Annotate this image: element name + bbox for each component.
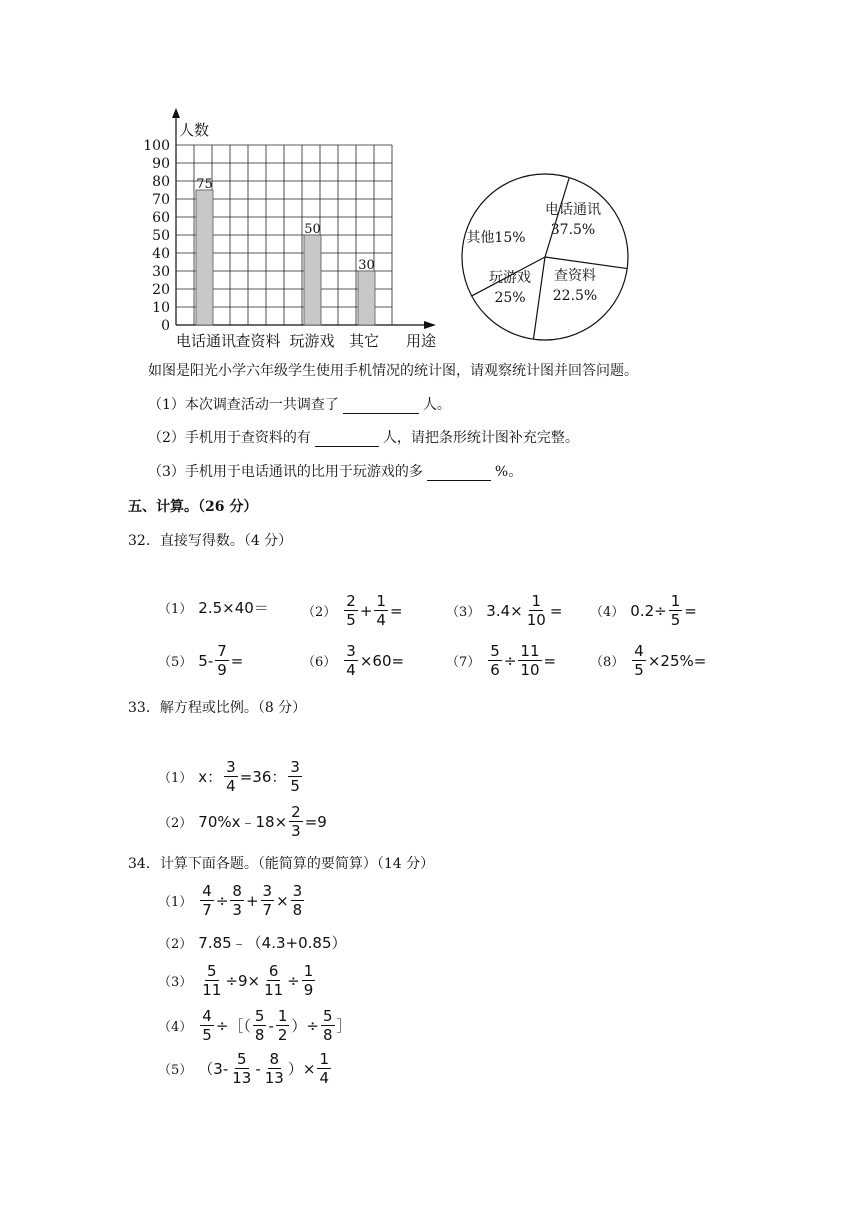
q31-part2	[148, 427, 579, 447]
pie-slice-label: 查资料	[554, 268, 596, 284]
bar	[358, 271, 375, 325]
bar-value-label: 50	[304, 222, 321, 237]
q31-part3	[148, 461, 522, 481]
pie-slice-label: 电话通讯	[545, 202, 601, 218]
bar-chart-bars	[196, 190, 375, 325]
q31-part1	[148, 394, 451, 414]
pie-slice-percent: 37.5%	[550, 222, 596, 238]
y-tick-label: 40	[152, 246, 170, 262]
y-axis-arrow	[172, 108, 180, 118]
q34-calc-4: （4） $\frac{4}{5}$ ÷［（ $\frac{5}{8}$ - $\frac{1}{2}$ ）÷ $\frac{5}{8}$ ］	[158, 1007, 352, 1044]
q33-equation-2: （2） 70%x﹣18× $\frac{2}{3}$ =9	[158, 803, 327, 840]
pie-slice-percent: 22.5%	[552, 288, 598, 304]
q31-part3-blank[interactable]	[427, 466, 491, 481]
y-tick-label: 100	[143, 138, 170, 154]
q32-item-7: （7） $\frac{5}{6}$ ÷ $\frac{11}{10}$ =	[446, 642, 557, 679]
y-tick-label: 50	[152, 228, 170, 244]
y-tick-label: 10	[152, 300, 170, 316]
q32-item-6: （6） $\frac{3}{4}$ ×60=	[302, 642, 405, 679]
q32-item-5: （5） 5- $\frac{7}{9}$ =	[158, 642, 244, 679]
q31-part1-unit: 人。	[422, 397, 451, 413]
y-tick-label: 30	[152, 264, 170, 280]
x-axis-arrow	[424, 321, 436, 329]
y-tick-label: 80	[152, 174, 170, 190]
x-category-label: 其它	[348, 332, 380, 350]
pie-slice-percent: 25%	[494, 290, 526, 306]
q31-part1-blank[interactable]	[343, 399, 419, 414]
q31-part3-unit: %。	[494, 464, 523, 480]
q32-item-8: （8） $\frac{4}{5}$ ×25%=	[590, 642, 707, 679]
y-tick-label: 90	[152, 156, 170, 172]
y-tick-label: 20	[152, 282, 170, 298]
pie-slice-label: 其他15%	[466, 230, 526, 246]
bar-chart	[130, 100, 450, 350]
bar-value-label: 30	[358, 258, 375, 273]
bar	[196, 190, 213, 325]
q32-item-3: （3） 3.4× $\frac{1}{10}$ =	[446, 592, 563, 629]
x-category-label: 查资料	[235, 332, 281, 350]
y-tick-label: 60	[152, 210, 170, 226]
y-tick-label: 70	[152, 192, 170, 208]
q31-part2-rest: 人，请把条形统计图补充完整。	[382, 430, 579, 446]
q32-item-4: （4） 0.2÷ $\frac{1}{5}$ =	[590, 592, 697, 629]
q31-part2-blank[interactable]	[315, 432, 379, 447]
y-tick-label: 0	[161, 318, 170, 334]
bar	[304, 235, 321, 325]
q32-title: 32．直接写得数。（4 分）	[128, 533, 293, 549]
x-category-label: 玩游戏	[289, 332, 335, 350]
x-category-label: 电话通讯	[175, 332, 237, 350]
bar-value-label: 75	[196, 177, 213, 192]
pie-chart	[455, 170, 635, 350]
q33-title: 33．解方程或比例。（8 分）	[128, 700, 307, 716]
q34-title: 34．计算下面各题。（能简算的要简算）（14 分）	[128, 856, 435, 872]
q34-calc-3: （3） $\frac{5}{11}$ ÷9× $\frac{6}{11}$ ÷ $\frac{1}{9}$	[158, 962, 314, 999]
q31-part2-text: （2）手机用于查资料的有	[148, 430, 311, 446]
pie-chart-slices	[462, 174, 628, 340]
q34-calc-1: （1） $\frac{4}{7}$ ÷ $\frac{8}{3}$ + $\frac{3}{7}$ × $\frac{3}{8}$	[158, 882, 303, 919]
section-title: 五、计算。（26 分）	[128, 499, 258, 515]
q31-intro: 如图是阳光小学六年级学生使用手机情况的统计图，请观察统计图并回答问题。	[148, 363, 638, 379]
q31-part1-text: （1）本次调查活动一共调查了	[148, 397, 339, 413]
q34-calc-5: （5） （3- $\frac{5}{13}$ - $\frac{8}{13}$ ）× $\frac{1}{4}$	[158, 1050, 329, 1087]
q33-equation-1: （1） x： $\frac{3}{4}$ =36： $\frac{3}{5}$	[158, 758, 300, 795]
q34-calc-2: （2） 7.85﹣（4.3+0.85）	[158, 934, 347, 952]
q31-part3-text: （3）手机用于电话通讯的比用于玩游戏的多	[148, 464, 423, 480]
q32-item-1: （1） 2.5×40＝	[158, 599, 269, 617]
x-axis-title: 用途	[406, 332, 437, 350]
q32-item-2: （2） $\frac{2}{5}$ + $\frac{1}{4}$ =	[302, 592, 403, 629]
pie-slice-label: 玩游戏	[489, 270, 531, 286]
y-axis-title: 人数	[179, 121, 210, 139]
